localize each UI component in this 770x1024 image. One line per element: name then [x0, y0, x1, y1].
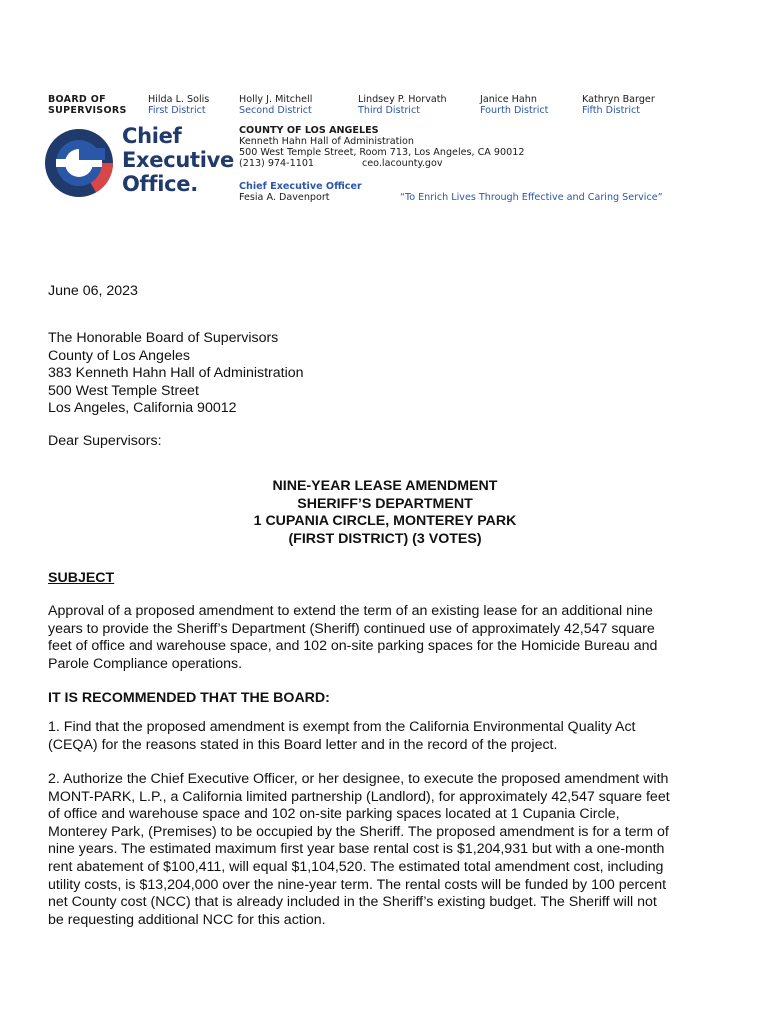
subject-paragraph: Approval of a proposed amendment to extend the term of an existing lease for an additional nine years to provide the Sheriff’s Department (Sheriff) continued use of approximately 42,547 square feet of office and warehouse space, and 102 on-site parking spaces for the Homicide Bureau and Parole Compliance operations. [48, 603, 658, 672]
letter-title: NINE-YEAR LEASE AMENDMENT SHERIFF’S DEPARTMENT 1 CUPANIA CIRCLE, MONTEREY PARK (FIRST DISTRICT) (3 VOTES) [253, 478, 517, 547]
phone: (213) 974-1101 [239, 158, 315, 169]
motto: “To Enrich Lives Through Effective and Caring Service” [400, 192, 663, 203]
subject-heading: SUBJECT [48, 570, 115, 586]
ceo-logo-emblem-icon [44, 128, 114, 198]
supervisor-name: Lindsey P. Horvath [358, 94, 447, 105]
recommendation-item-1: 1. Find that the proposed amendment is exempt from the California Environmental Quality Act (CEQA) for the reasons stated in this Board letter and in the record of the project. [48, 719, 636, 753]
supervisor-name: Kathryn Barger [582, 94, 655, 105]
ceo-name: Fesia A. Davenport [239, 192, 330, 203]
supervisor-name: Hilda L. Solis [148, 94, 210, 105]
supervisor-district: Second District [239, 105, 312, 116]
website: ceo.lacounty.gov [362, 158, 443, 169]
supervisor-district: Third District [358, 105, 420, 116]
letter-date: June 06, 2023 [48, 283, 138, 299]
supervisor-3 [358, 94, 447, 116]
recipient-address: The Honorable Board of Supervisors County of Los Angeles 383 Kenneth Hahn Hall of Administration 500 West Temple Street Los Angeles, California 90012 [48, 330, 304, 417]
hall-name: Kenneth Hahn Hall of Administration [239, 136, 414, 147]
board-of-supervisors-label: BOARD OF SUPERVISORS [48, 94, 127, 116]
supervisor-2 [239, 94, 312, 116]
county-info [239, 125, 524, 158]
street-address: 500 West Temple Street, Room 713, Los Angeles, CA 90012 [239, 147, 525, 158]
county-name: COUNTY OF LOS ANGELES [239, 125, 379, 136]
salutation: Dear Supervisors: [48, 433, 162, 449]
supervisor-name: Holly J. Mitchell [239, 94, 313, 105]
recommendation-item-2: 2. Authorize the Chief Executive Officer, or her designee, to execute the proposed amendment with MONT-PARK, L.P., a California limited partnership (Landlord), for approximately 42,547 square feet of office and warehouse space and 102 on-site parking spaces located at 1 Cupania Circle, Monterey Park, (Premises) to be occupied by the Sheriff. The proposed amendment is for a term of nine years. The estimated maximum first year base rental cost is $1,204,931 but with a one-month rent abatement of $100,411, will equal $1,104,520. The estimated total amendment cost, including utility costs, is $13,204,000 over the nine-year term. The rental costs will be funded by 100 percent net County cost (NCC) that is already included in the Sheriff’s existing budget. The Sheriff will not be requesting additional NCC for this action. [48, 771, 670, 928]
supervisor-district: First District [148, 105, 206, 116]
supervisor-5 [582, 94, 655, 116]
supervisor-name: Janice Hahn [480, 94, 537, 105]
supervisor-district: Fifth District [582, 105, 641, 116]
supervisor-district: Fourth District [480, 105, 549, 116]
ceo-title: Chief Executive Officer [239, 181, 362, 192]
supervisor-1 [148, 94, 209, 116]
supervisor-4 [480, 94, 548, 116]
recommendation-heading: IT IS RECOMMENDED THAT THE BOARD: [48, 690, 330, 706]
ceo-logo-wordmark: Chief Executive Office. [122, 124, 235, 196]
